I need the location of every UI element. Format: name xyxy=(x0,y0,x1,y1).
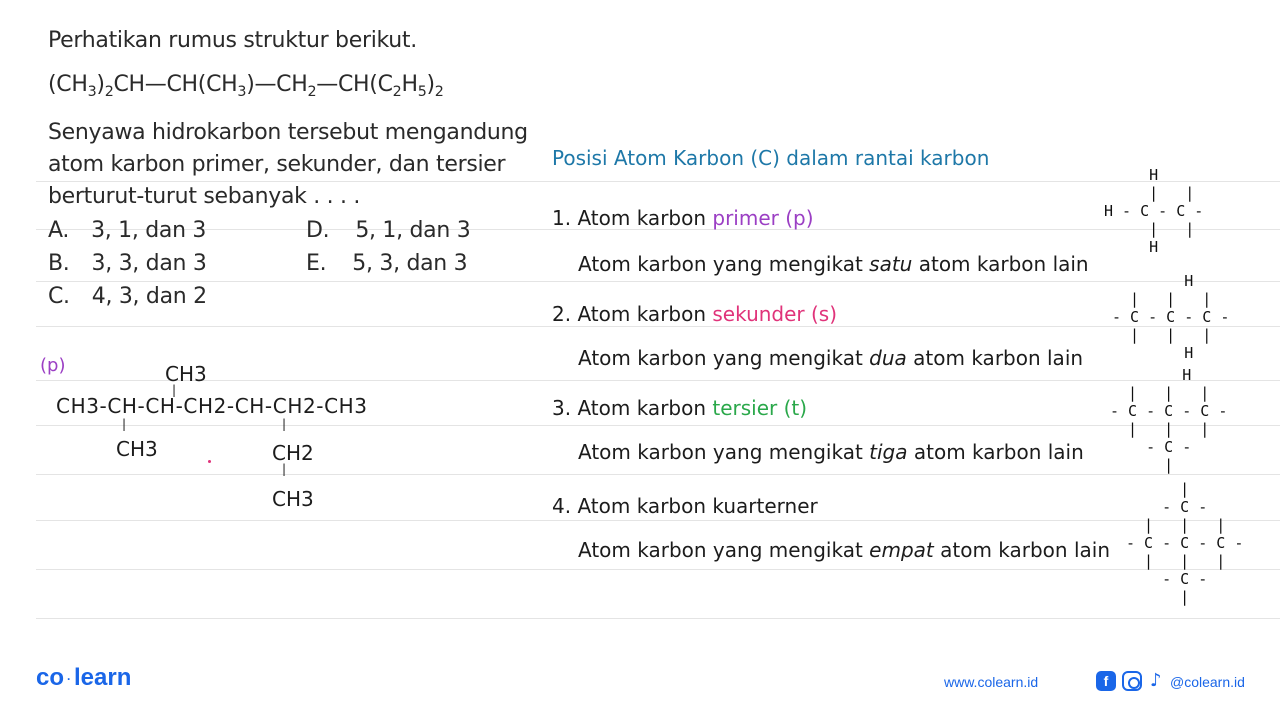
note-3-desc: Atom karbon yang mengikat tiga atom karbon lain xyxy=(578,440,1084,464)
stray-dot xyxy=(208,460,211,463)
branch-ch3-left: CH3 xyxy=(116,437,158,461)
main-chain: CH3-CH-CH-CH2-CH-CH2-CH3 xyxy=(56,394,368,418)
bond-top: | xyxy=(172,383,177,397)
notes-title: Posisi Atom Karbon (C) dalam rantai karbon xyxy=(552,146,990,170)
question-body-line3: berturut-turut sebanyak . . . . xyxy=(48,184,361,209)
note-1-heading: 1. Atom karbon primer (p) xyxy=(552,206,814,230)
note-4-heading: 4. Atom karbon kuarterner xyxy=(552,494,818,518)
diagram-sekunder: H | | | - C - C - C - | | | H xyxy=(1112,272,1230,362)
social-handle[interactable]: @colearn.id xyxy=(1170,674,1245,690)
diagram-kuarterner: | - C - | | | - C - C - C - | | | - C - | xyxy=(1126,480,1244,606)
website-link[interactable]: www.colearn.id xyxy=(944,674,1039,690)
question-intro: Perhatikan rumus struktur berikut. xyxy=(48,28,417,53)
option-a[interactable]: A. 3, 1, dan 3 xyxy=(48,218,207,243)
bond-branch3: | xyxy=(282,462,287,476)
tiktok-icon[interactable]: ♪ xyxy=(1150,670,1162,691)
label-primer: (p) xyxy=(40,355,66,376)
option-c[interactable]: C. 4, 3, dan 2 xyxy=(48,284,207,309)
brand-logo: co · learn xyxy=(36,664,132,691)
note-2-desc: Atom karbon yang mengikat dua atom karbon lain xyxy=(578,346,1084,370)
diagram-primer: H | | H - C - C - | | H xyxy=(1104,166,1204,256)
note-1-desc: Atom karbon yang mengikat satu atom karbon lain xyxy=(578,252,1089,276)
diagram-tersier: H | | | - C - C - C - | | | - C - | xyxy=(1110,366,1228,474)
branch-ch3-bottom: CH3 xyxy=(272,487,314,511)
option-e[interactable]: E. 5, 3, dan 3 xyxy=(306,251,468,276)
note-4-desc: Atom karbon yang mengikat empat atom karbon lain xyxy=(578,538,1110,562)
bond-branch1: | xyxy=(122,417,127,431)
note-3-heading: 3. Atom karbon tersier (t) xyxy=(552,396,808,420)
branch-top-ch3: CH3 xyxy=(165,362,207,386)
facebook-icon[interactable]: f xyxy=(1096,671,1116,691)
note-2-heading: 2. Atom karbon sekunder (s) xyxy=(552,302,838,326)
bond-branch2: | xyxy=(282,417,287,431)
instagram-icon[interactable] xyxy=(1122,671,1142,696)
option-b[interactable]: B. 3, 3, dan 3 xyxy=(48,251,207,276)
structure-formula: $(CH_3)_2CH—CH(CH_3)—CH_2—CH(C_2H_5)_2$ xyxy=(48,72,444,100)
branch-ch2: CH2 xyxy=(272,441,314,465)
question-body-line1: Senyawa hidrokarbon tersebut mengandung xyxy=(48,120,528,145)
question-body-line2: atom karbon primer, sekunder, dan tersier xyxy=(48,152,506,177)
option-d[interactable]: D. 5, 1, dan 3 xyxy=(306,218,471,243)
